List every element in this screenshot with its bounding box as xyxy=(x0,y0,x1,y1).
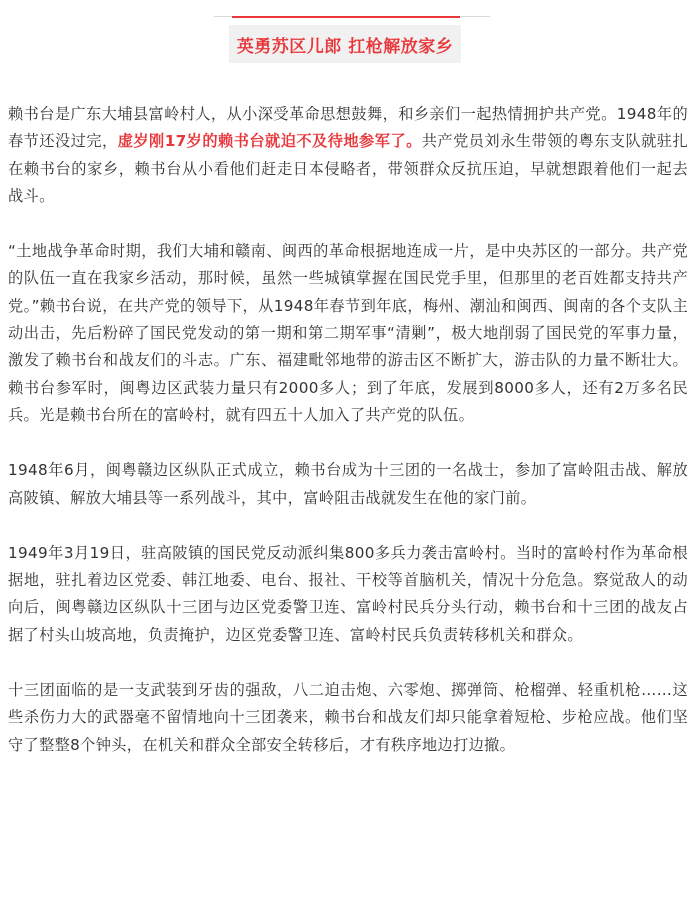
article-body xyxy=(8,101,688,787)
header-accent-line xyxy=(232,16,460,18)
highlighted-sentence: 虚岁刚17岁的赖书台就迫不及待地参军了。 xyxy=(117,132,422,151)
paragraph-2-text: “土地战争革命时期，我们大埔和赣南、闽西的革命根据地连成一片，是中央苏区的一部分。共产党的队伍一直在我家乡活动，那时候，虽然一些城镇掌握在国民党手里，但那里的老百姓都支持共产党。”赖书台说，在共产党的领导下，从1948年春节到年底，梅州、潮汕和闽西、闽南的各个支队主动出击，先后粉碎了国民党发动的第一期和第二期军事“清剿”，极大地削弱了国民党的军事力量，激发了赖书台和战友们的斗志。广东、福建毗邻地带的游击区不断扩大，游击队的力量不断壮大。赖书台参军时，闽粤边区武装力量只有2000多人；到了年底，发展到8000多人，还有2万多名民兵。光是赖书台所在的富岭村，就有四五十人加入了共产党的队伍。 xyxy=(8,242,688,424)
paragraph-3-text: 1948年6月，闽粤赣边区纵队正式成立，赖书台成为十三团的一名战士，参加了富岭阻击战、解放高陂镇、解放大埔县等一系列战斗，其中，富岭阻击战就发生在他的家门前。 xyxy=(8,461,688,507)
header-divider-right xyxy=(460,16,490,17)
header-divider-left xyxy=(214,16,232,17)
paragraph-1-text-b: 共产党员刘永生带领的粤东支队就驻扎在赖书台的家乡，赖书台从小看他们赶走日本侵略者，带领群众反抗压迫，早就想跟着他们一起去战斗。 xyxy=(8,132,689,205)
paragraph-5 xyxy=(8,677,688,759)
paragraph-2 xyxy=(8,238,688,429)
paragraph-3 xyxy=(8,457,688,512)
paragraph-4 xyxy=(8,540,688,649)
section-title: 英勇苏区儿郎 扛枪解放家乡 xyxy=(229,25,461,63)
paragraph-1 xyxy=(8,101,688,210)
article-header xyxy=(0,0,692,76)
paragraph-1-text-a: 赖书台是广东大埔县富岭村人，从小深受革命思想鼓舞，和乡亲们一起热情拥护共产党。1948年的春节还没过完， xyxy=(8,105,688,151)
paragraph-5-text: 十三团面临的是一支武装到牙齿的强敌，八二迫击炮、六零炮、掷弹筒、枪榴弹、轻重机枪……这些杀伤力大的武器毫不留情地向十三团袭来，赖书台和战友们却只能拿着短枪、步枪应战。他们坚守了整整8个钟头，在机关和群众全部安全转移后，才有秩序地边打边撤。 xyxy=(8,681,688,754)
paragraph-4-text: 1949年3月19日，驻高陂镇的国民党反动派纠集800多兵力袭击富岭村。当时的富岭村作为革命根据地，驻扎着边区党委、韩江地委、电台、报社、干校等首脑机关，情况十分危急。察觉敌人的动向后，闽粤赣边区纵队十三团与边区党委警卫连、富岭村民兵分头行动，赖书台和十三团的战友占据了村头山坡高地，负责掩护，边区党委警卫连、富岭村民兵负责转移机关和群众。 xyxy=(8,543,688,644)
